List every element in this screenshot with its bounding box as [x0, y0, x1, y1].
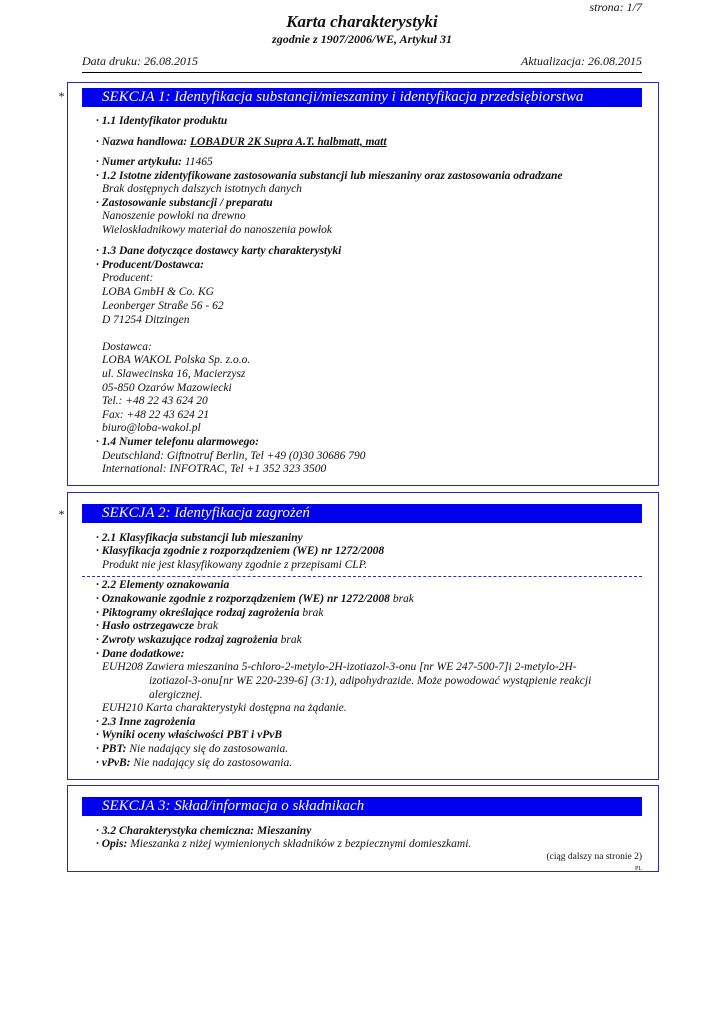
signal-word-row — [96, 620, 218, 634]
supplier-line: Tel.: +48 22 43 624 20 — [102, 395, 208, 407]
additional-info-label: · Dane dodatkowe: — [96, 648, 185, 660]
document-subtitle: zgodnie z 1907/2006/WE, Artykuł 31 — [272, 32, 452, 46]
emergency-line-1: Deutschland: Giftnotruf Berlin, Tel +49 (0)30 30686 790 — [102, 450, 366, 462]
section1-title: SEKCJA 1: Identyfikacja substancji/mieszaniny i identyfikacja przedsiębiorstwa — [82, 88, 642, 107]
euh208-line-2: izotiazol-3-onu[nr WE 220-239-6] (3:1), adipohydrazide. Może powodować wystąpienie reakcji — [149, 675, 592, 687]
labelling-label: · Oznakowanie zgodnie z rozporządzeniem (WE) nr 1272/2008 — [96, 593, 390, 605]
pictograms-value: brak — [299, 607, 324, 619]
language-code: PL — [634, 866, 642, 872]
description-label: · Opis: — [96, 838, 128, 850]
euh208-line-1: EUH208 Zawiera mieszanina 5-chloro-2-metylo-2H-izotiazol-3-onu [nr WE 247-500-7]i 2-metylo-2H- — [102, 661, 577, 673]
s1-1-heading: · 1.1 Identyfikator produktu — [96, 115, 228, 127]
supplier-line: 05-850 Ozarów Mazowiecki — [102, 382, 232, 394]
description-row — [96, 838, 471, 852]
dashed-divider — [82, 576, 642, 577]
article-number-label: · Numer artykułu: — [96, 156, 182, 168]
s1-2-heading: · 1.2 Istotne zidentyfikowane zastosowania substancji lub mieszaniny oraz zastosowania odradzane — [96, 170, 563, 182]
s1-4-heading: · 1.4 Numer telefonu alarmowego: — [96, 436, 259, 448]
continued-note: (ciąg dalszy na stronie 2) — [546, 852, 642, 862]
labelling-value: brak — [389, 593, 414, 605]
s2-1-heading: · 2.1 Klasyfikacja substancji lub mieszaniny — [96, 532, 303, 544]
pictograms-row — [96, 607, 323, 621]
description-value: Mieszanka z niżej wymienionych składników z bezpiecznymi domieszkami. — [127, 838, 472, 850]
producer-line: Leonberger Straße 56 - 62 — [102, 300, 224, 312]
page-number: strona: 1/7 — [589, 0, 642, 14]
section2-title: SEKCJA 2: Identyfikacja zagrożeń — [82, 504, 642, 523]
article-number-value: 11465 — [184, 156, 213, 168]
hazard-statements-label: · Zwroty wskazujące rodzaj zagrożenia — [96, 634, 278, 646]
producer-label: · Producent/Dostawca: — [96, 259, 204, 271]
euh208-line-3: alergicznej. — [149, 689, 203, 701]
producer-line: Producent: — [102, 272, 154, 284]
s2-2-heading: · 2.2 Elementy oznakowania — [96, 579, 230, 591]
emergency-line-2: International: INFOTRAC, Tel +1 352 323 3500 — [102, 463, 327, 475]
update-date: Aktualizacja: 26.08.2015 — [521, 54, 642, 68]
pbt-value: Nie nadający się do zastosowania. — [126, 743, 289, 755]
section2-change-marker: * — [58, 507, 64, 521]
pictograms-label: · Piktogramy określające rodzaj zagrożenia — [96, 607, 300, 619]
signal-word-label: · Hasło ostrzegawcze — [96, 620, 195, 632]
clp-text: Produkt nie jest klasyfikowany zgodnie z przepisami CLP. — [102, 559, 368, 571]
trade-name-value: LOBADUR 2K Supra A.T. halbmatt, matt — [189, 136, 387, 148]
vpvb-value: Nie nadający się do zastosowania. — [130, 757, 293, 769]
document-title: Karta charakterystyki — [286, 12, 438, 31]
use-line-1: Nanoszenie powłoki na drewno — [102, 210, 246, 222]
producer-line: LOBA GmbH & Co. KG — [102, 286, 214, 298]
signal-word-value: brak — [194, 620, 219, 632]
producer-line: D 71254 Ditzingen — [102, 314, 190, 326]
hazard-statements-value: brak — [277, 634, 302, 646]
pbt-heading: · Wyniki oceny właściwości PBT i vPvB — [96, 729, 283, 741]
supplier-line: ul. Slawecinska 16, Macierzysz — [102, 368, 246, 380]
article-number-row — [96, 156, 213, 170]
vpvb-label: · vPvB: — [96, 757, 131, 769]
supplier-line: Fax: +48 22 43 624 21 — [102, 409, 210, 421]
trade-name-row — [96, 136, 387, 150]
s2-3-heading: · 2.3 Inne zagrożenia — [96, 716, 196, 728]
supplier-line: LOBA WAKOL Polska Sp. z.o.o. — [102, 354, 251, 366]
use-label: · Zastosowanie substancji / preparatu — [96, 197, 273, 209]
vpvb-row — [96, 757, 292, 771]
clp-label: · Klasyfikacja zgodnie z rozporządzeniem (WE) nr 1272/2008 — [96, 545, 385, 557]
use-line-2: Wieloskładnikowy materiał do nanoszenia powłok — [102, 224, 332, 236]
supplier-line: Dostawca: — [102, 341, 152, 353]
labelling-row — [96, 593, 414, 607]
supplier-email[interactable]: biuro@loba-wakol.pl — [102, 422, 201, 434]
trade-name-label: · Nazwa handlowa: — [96, 136, 188, 148]
section1-change-marker: * — [58, 89, 64, 103]
hazard-statements-row — [96, 634, 302, 648]
s1-3-heading: · 1.3 Dane dotyczące dostawcy karty charakterystyki — [96, 245, 342, 257]
s1-2-text: Brak dostępnych dalszych istotnych danych — [102, 183, 302, 195]
print-date: Data druku: 26.08.2015 — [82, 54, 198, 68]
pbt-row — [96, 743, 288, 757]
euh210: EUH210 Karta charakterystyki dostępna na żądanie. — [102, 702, 347, 714]
header-divider — [82, 72, 642, 73]
s3-2-heading: · 3.2 Charakterystyka chemiczna: Mieszaniny — [96, 825, 312, 837]
pbt-label: · PBT: — [96, 743, 127, 755]
section3-title: SEKCJA 3: Skład/informacja o składnikach — [82, 797, 642, 816]
